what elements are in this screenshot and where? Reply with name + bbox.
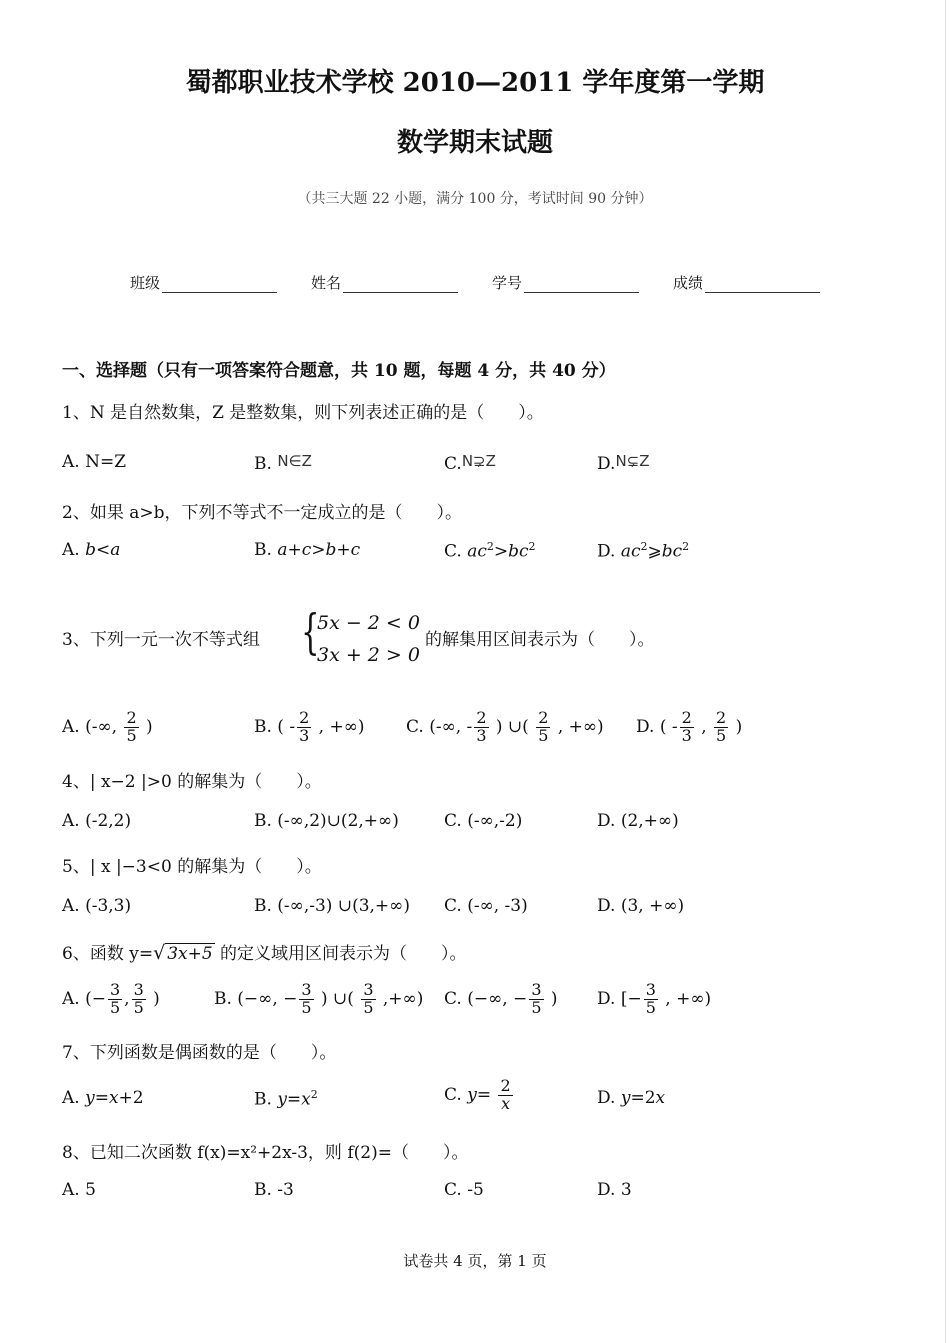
- q4-option-d: D. (2,+∞): [597, 811, 679, 831]
- q1-c-symbol: N⊋Z: [461, 452, 496, 470]
- q2-option-d: D. $ac^2⩾bc^2$: [597, 540, 690, 562]
- q7-option-b: B. $y=x^2$: [254, 1088, 318, 1110]
- class-blank: [162, 274, 277, 293]
- question-3-stem-post: 的解集用区间表示为（ ）。: [425, 630, 655, 650]
- question-5-options: [62, 896, 902, 936]
- question-7: 7、下列函数是偶函数的是（ ）。: [62, 1043, 337, 1063]
- q3-option-b: B. ( - $\frac{2}{3}$ , +∞): [254, 708, 365, 745]
- question-3-options: [62, 706, 902, 746]
- q8-option-d: D. 3: [597, 1180, 632, 1200]
- q4-option-a: A. (-2,2): [62, 811, 132, 831]
- question-5: 5、| x |−3<0 的解集为（ ）。: [62, 857, 322, 877]
- question-4-options: [62, 811, 902, 851]
- q3-option-a: A. (-∞, $\frac{2}{5}$ ): [62, 708, 153, 745]
- q6-option-d: D. [− $\frac{3}{5}$ , +∞): [597, 980, 712, 1017]
- q6-stem-post: 的定义域用区间表示为（ ）。: [214, 944, 467, 964]
- q1-b-symbol: N∈Z: [277, 452, 312, 470]
- q1-b-label: B.: [254, 454, 272, 474]
- q8-option-a: A. 5: [62, 1180, 96, 1200]
- q2-option-a: A. b<a: [62, 540, 121, 560]
- q1-option-a: A. N=Z: [62, 452, 127, 472]
- class-field: [130, 272, 277, 293]
- question-6: [62, 939, 467, 964]
- score-label: 成绩: [673, 274, 704, 292]
- q6-option-a: A. (− $\frac{3}{5}$ , $\frac{3}{5}$ ): [62, 980, 160, 1017]
- name-blank: [343, 274, 458, 293]
- q6-radicand: 3x+5: [167, 944, 213, 964]
- name-field: [311, 272, 458, 293]
- name-label: 姓名: [311, 274, 342, 292]
- q7-option-a: A. y=x+2: [62, 1088, 144, 1108]
- question-3-stem-pre: 3、下列一元一次不等式组: [62, 630, 260, 650]
- inequality-1: 5x − 2 < 0: [317, 612, 420, 634]
- inequality-2: 3x + 2 > 0: [317, 644, 420, 666]
- question-6-options: [62, 978, 902, 1018]
- question-1: 1、N 是自然数集，Z 是整数集，则下列表述正确的是（ ）。: [62, 403, 544, 423]
- q2-option-c: C. $ac^2>bc^2$: [444, 540, 536, 562]
- sqrt-symbol: √: [153, 942, 166, 964]
- number-label: 学号: [492, 274, 523, 292]
- q7-option-c: C. y= $\frac{2}{x}$: [444, 1076, 511, 1113]
- q7-option-d: D. y=2x: [597, 1088, 666, 1108]
- question-1-options: [62, 452, 902, 492]
- q3-option-d: D. ( - $\frac{2}{3}$ , $\frac{2}{5}$ ): [636, 708, 743, 745]
- question-2-options: [62, 540, 902, 580]
- inequality-system: [301, 604, 420, 676]
- q5-option-c: C. (-∞, -3): [444, 896, 528, 916]
- q1-c-label: C.: [444, 454, 462, 474]
- q2-option-b: B. a+c>b+c: [254, 540, 361, 560]
- exam-subtitle: 数学期末试题: [396, 128, 553, 158]
- q1-option-d: [597, 452, 650, 474]
- question-8-options: [62, 1180, 902, 1220]
- q8-option-b: B. -3: [254, 1180, 294, 1200]
- q5-option-b: B. (-∞,-3) ∪(3,+∞): [254, 896, 410, 916]
- exam-note: （共三大题 22 小题，满分 100 分，考试时间 90 分钟）: [297, 191, 653, 207]
- q4-option-c: C. (-∞,-2): [444, 811, 523, 831]
- section-heading: 一、选择题（只有一项答案符合题意，共 10 题，每题 4 分，共 40 分）: [62, 361, 616, 381]
- q8-option-c: C. -5: [444, 1180, 484, 1200]
- class-label: 班级: [130, 274, 161, 292]
- q3-option-c: C. (-∞, - $\frac{2}{3}$ ) ∪( $\frac{2}{5}$ , +∞): [406, 708, 604, 745]
- score-field: [673, 272, 820, 293]
- q1-option-c: [444, 452, 496, 474]
- question-7-options: [62, 1078, 902, 1118]
- q6-option-c: C. (−∞, − $\frac{3}{5}$ ): [444, 980, 558, 1017]
- q5-option-d: D. (3, +∞): [597, 896, 685, 916]
- q5-option-a: A. (-3,3): [62, 896, 132, 916]
- q1-option-b: [254, 452, 312, 474]
- question-8: 8、已知二次函数 f(x)=x²+2x-3，则 f(2)=（ ）。: [62, 1143, 469, 1163]
- question-2: 2、如果 a>b，下列不等式不一定成立的是（ ）。: [62, 503, 462, 523]
- score-blank: [705, 274, 820, 293]
- q4-option-b: B. (-∞,2)∪(2,+∞): [254, 811, 399, 831]
- q1-d-label: D.: [597, 454, 616, 474]
- number-blank: [524, 274, 639, 293]
- page-footer: 试卷共 4 页，第 1 页: [403, 1252, 547, 1270]
- exam-title: 蜀都职业技术学校 2010—2011 学年度第一学期: [185, 68, 765, 98]
- q1-d-symbol: N⊊Z: [615, 452, 650, 470]
- brace-symbol: {: [301, 604, 320, 660]
- q6-stem-pre: 6、函数 y=: [62, 944, 154, 964]
- student-info-row: [130, 272, 820, 293]
- question-4: 4、| x−2 |>0 的解集为（ ）。: [62, 772, 322, 792]
- q6-option-b: B. (−∞, − $\frac{3}{5}$ ) ∪( $\frac{3}{5}$ ,+∞): [214, 980, 424, 1017]
- number-field: [492, 272, 639, 293]
